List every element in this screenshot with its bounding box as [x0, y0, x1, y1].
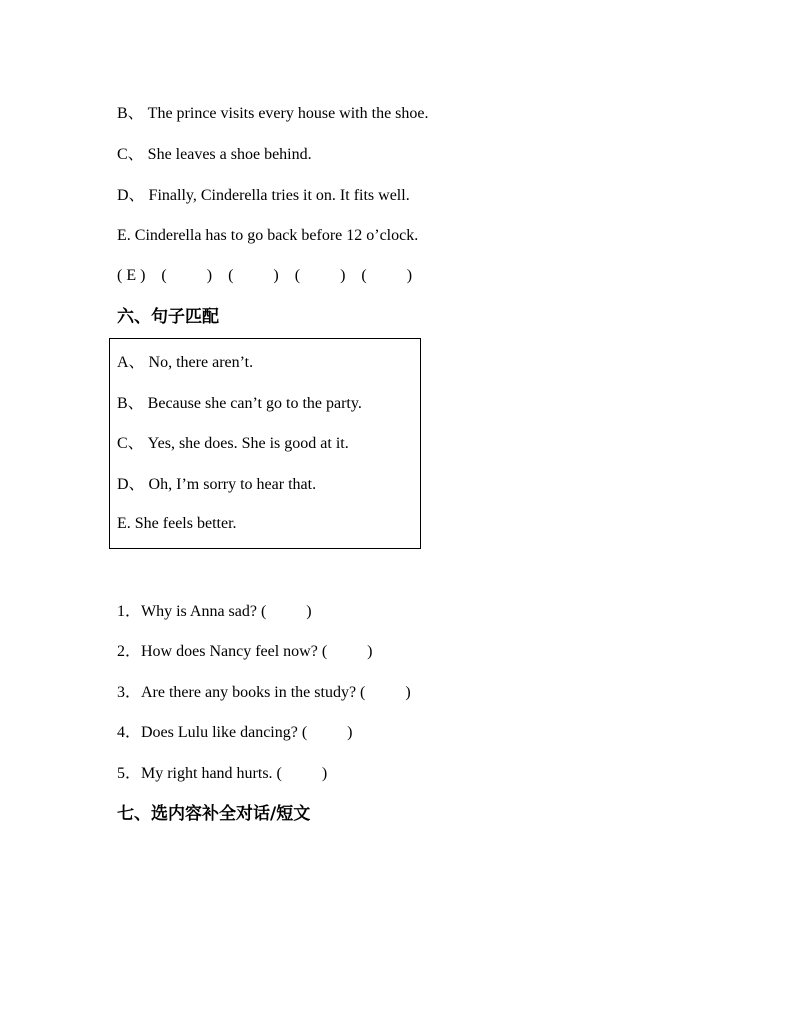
question-2: 2．How does Nancy feel now? ( ) [117, 643, 373, 660]
section-7-title: 七、选内容补全对话/短文 [117, 804, 311, 824]
question-1: 1．Why is Anna sad? ( ) [117, 603, 312, 620]
question-3: 3．Are there any books in the study? ( ) [117, 684, 411, 701]
ordering-item-b: B、 The prince visits every house with the shoe. [117, 105, 429, 122]
option-e: E. She feels better. [117, 515, 237, 532]
ordering-item-c: C、 She leaves a shoe behind. [117, 146, 312, 163]
option-c: C、 Yes, she does. She is good at it. [117, 435, 349, 452]
option-a: A、 No, there aren’t. [117, 354, 254, 371]
question-4: 4．Does Lulu like dancing? ( ) [117, 724, 353, 741]
question-5: 5．My right hand hurts. ( ) [117, 765, 328, 782]
option-d: D、 Oh, I’m sorry to hear that. [117, 476, 317, 493]
section-6-title: 六、句子匹配 [117, 307, 219, 327]
ordering-item-d: D、 Finally, Cinderella tries it on. It fits well. [117, 187, 410, 204]
ordering-answer-row: ( E ) ( ) ( ) ( ) ( ) [117, 267, 413, 284]
ordering-item-e: E. Cinderella has to go back before 12 o’clock. [117, 227, 419, 244]
option-b: B、 Because she can’t go to the party. [117, 395, 362, 412]
